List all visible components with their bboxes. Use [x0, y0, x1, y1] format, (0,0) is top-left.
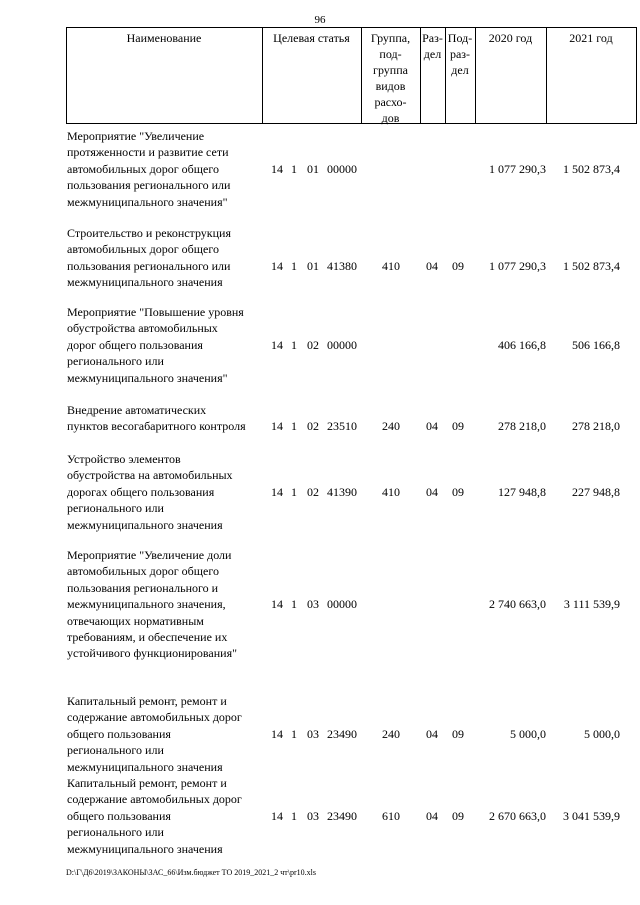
row-name: Строительство и реконструкция автомобильных дорог общего пользования регионального или межмуниципального значения [67, 226, 231, 290]
row-value-2021: 1 502 873,4 [563, 161, 620, 176]
row-group: 610 [382, 808, 400, 823]
row-value-2020: 2 740 663,0 [489, 597, 546, 612]
code-event: 01 [307, 161, 319, 176]
row-section: 04 [426, 808, 438, 823]
code-subprogram: 1 [291, 726, 297, 741]
row-subsection: 09 [452, 419, 464, 434]
code-subprogram: 1 [291, 597, 297, 612]
code-direction: 00000 [327, 337, 357, 352]
row-group: 240 [382, 419, 400, 434]
table-row [0, 547, 640, 662]
row-subsection: 09 [452, 726, 464, 741]
table-row [0, 225, 640, 291]
code-program: 14 [271, 161, 283, 176]
code-subprogram: 1 [291, 808, 297, 823]
code-direction: 23490 [327, 726, 357, 741]
row-section: 04 [426, 484, 438, 499]
row-subsection: 09 [452, 808, 464, 823]
row-value-2020: 2 670 663,0 [489, 808, 546, 823]
table-row [0, 451, 640, 533]
page-number: 96 [314, 14, 326, 26]
row-section: 04 [426, 419, 438, 434]
row-name: Мероприятие "Увеличение доли автомобильных дорог общего пользования регионального и межмуниципального значения, отвечающих нормативным требованиям, и обеспечение их устойчивого функционирования" [67, 548, 238, 661]
code-program: 14 [271, 337, 283, 352]
code-event: 02 [307, 419, 319, 434]
code-direction: 41380 [327, 258, 357, 273]
code-event: 01 [307, 258, 319, 273]
header-subsection: Под- раз- дел [447, 31, 473, 77]
table-row [0, 128, 640, 210]
row-group: 240 [382, 726, 400, 741]
row-value-2020: 406 166,8 [498, 337, 546, 352]
code-program: 14 [271, 808, 283, 823]
code-direction: 23510 [327, 419, 357, 434]
row-value-2020: 1 077 290,3 [489, 161, 546, 176]
table-row [0, 775, 640, 857]
code-program: 14 [271, 597, 283, 612]
row-name: Капитальный ремонт, ремонт и содержание автомобильных дорог общего пользования регионального или межмуниципального значения [67, 776, 242, 856]
header-section: Раз- дел [422, 31, 443, 61]
row-value-2020: 127 948,8 [498, 484, 546, 499]
row-value-2021: 1 502 873,4 [563, 258, 620, 273]
code-subprogram: 1 [291, 258, 297, 273]
header-name: Наименование [126, 31, 202, 45]
code-program: 14 [271, 484, 283, 499]
code-event: 03 [307, 726, 319, 741]
row-value-2021: 278 218,0 [572, 419, 620, 434]
code-event: 03 [307, 808, 319, 823]
row-section: 04 [426, 726, 438, 741]
table-header [66, 27, 637, 124]
row-name: Внедрение автоматических пунктов весогабаритного контроля [67, 403, 246, 434]
code-event: 02 [307, 337, 319, 352]
header-year-2020: 2020 год [488, 31, 533, 45]
row-subsection: 09 [452, 484, 464, 499]
row-name: Мероприятие "Увеличение протяженности и развитие сети автомобильных дорог общего пользования регионального или межмуниципального значения" [67, 129, 231, 209]
code-direction: 41390 [327, 484, 357, 499]
code-subprogram: 1 [291, 484, 297, 499]
code-program: 14 [271, 258, 283, 273]
code-subprogram: 1 [291, 419, 297, 434]
row-value-2021: 5 000,0 [584, 726, 620, 741]
row-value-2021: 506 166,8 [572, 337, 620, 352]
row-value-2020: 278 218,0 [498, 419, 546, 434]
row-value-2021: 227 948,8 [572, 484, 620, 499]
header-group: Группа, под- группа видов расхо- дов [370, 31, 411, 125]
row-value-2020: 1 077 290,3 [489, 258, 546, 273]
file-path-footer: D:\Г\Д6\2019\ЗАКОНЫ\ЗАС_66\Изм.бюджет ТО 2019_2021_2 чт\рr10.xls [66, 868, 316, 877]
row-subsection: 09 [452, 258, 464, 273]
row-name: Устройство элементов обустройства на автомобильных дорогах общего пользования регионального или межмуниципального значения [67, 452, 233, 532]
code-direction: 00000 [327, 161, 357, 176]
table-row [0, 402, 640, 435]
code-event: 02 [307, 484, 319, 499]
row-group: 410 [382, 484, 400, 499]
table-row [0, 693, 640, 775]
code-direction: 23490 [327, 808, 357, 823]
row-name: Капитальный ремонт, ремонт и содержание автомобильных дорог общего пользования регионального или межмуниципального значения [67, 694, 242, 774]
code-program: 14 [271, 419, 283, 434]
row-value-2020: 5 000,0 [510, 726, 546, 741]
row-value-2021: 3 041 539,9 [563, 808, 620, 823]
code-program: 14 [271, 726, 283, 741]
table-row [0, 304, 640, 386]
row-name: Мероприятие "Повышение уровня обустройства автомобильных дорог общего пользования регионального или межмуниципального значения" [67, 305, 244, 385]
row-group: 410 [382, 258, 400, 273]
header-target: Целевая статья [273, 31, 350, 45]
code-subprogram: 1 [291, 161, 297, 176]
code-event: 03 [307, 597, 319, 612]
header-year-2021: 2021 год [569, 31, 613, 45]
row-section: 04 [426, 258, 438, 273]
code-subprogram: 1 [291, 337, 297, 352]
row-value-2021: 3 111 539,9 [563, 597, 620, 612]
code-direction: 00000 [327, 597, 357, 612]
